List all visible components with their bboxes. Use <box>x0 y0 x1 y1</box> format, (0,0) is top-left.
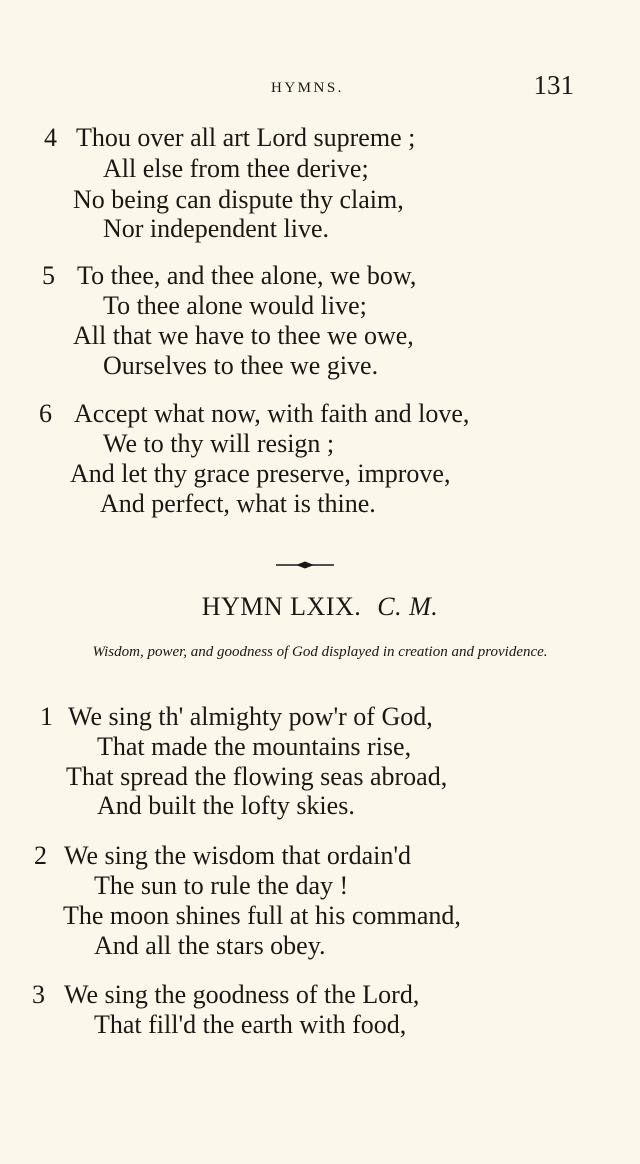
verse-line: And perfect, what is thine. <box>100 489 376 518</box>
stanza-number: 2 <box>34 841 47 870</box>
hymn-heading <box>0 592 640 622</box>
verse-line: No being can dispute thy claim, <box>73 185 404 214</box>
verse-line: Accept what now, with faith and love, <box>74 399 470 428</box>
stanza-number: 4 <box>44 123 57 152</box>
running-title: HYMNS. <box>271 80 344 96</box>
stanza-number: 5 <box>42 261 55 290</box>
verse-line: All that we have to thee we owe, <box>73 321 414 350</box>
verse-line: We sing the wisdom that ordain'd <box>64 841 412 870</box>
verse-line: Nor independent live. <box>103 214 329 243</box>
hymn-title: HYMN LXIX. <box>201 592 362 621</box>
verse-line: And all the stars obey. <box>94 931 326 960</box>
verse-line: And let thy grace preserve, improve, <box>70 459 451 488</box>
verse-line: And built the lofty skies. <box>97 791 355 820</box>
verse-line: We to thy will resign ; <box>103 429 335 458</box>
page-number: 131 <box>533 70 574 100</box>
verse-line: We sing the goodness of the Lord, <box>64 980 420 1009</box>
verse-line: Ourselves to thee we give. <box>103 351 379 380</box>
verse-line: All else from thee derive; <box>103 154 369 183</box>
stanza-number: 1 <box>40 702 53 731</box>
verse-line: We sing th' almighty pow'r of God, <box>68 702 433 731</box>
stanza-number: 3 <box>32 980 45 1009</box>
verse-line: That made the mountains rise, <box>97 732 412 761</box>
verse-line: The moon shines full at his command, <box>63 901 461 930</box>
ornament-divider <box>274 558 336 572</box>
verse-line: That spread the flowing seas abroad, <box>66 762 448 791</box>
verse-line: To thee alone would live; <box>103 291 367 320</box>
verse-line: The sun to rule the day ! <box>94 871 349 900</box>
running-head <box>0 70 640 100</box>
verse-line: Thou over all art Lord supreme ; <box>76 123 416 152</box>
ornament-diamond <box>296 562 314 569</box>
verse-line: To thee, and thee alone, we bow, <box>77 261 417 290</box>
verse-line: That fill'd the earth with food, <box>94 1010 407 1039</box>
hymn-subtitle: Wisdom, power, and goodness of God displayed in creation and providence. <box>92 644 548 660</box>
hymn-meter: C. M. <box>377 592 439 621</box>
stanza-number: 6 <box>39 399 52 428</box>
